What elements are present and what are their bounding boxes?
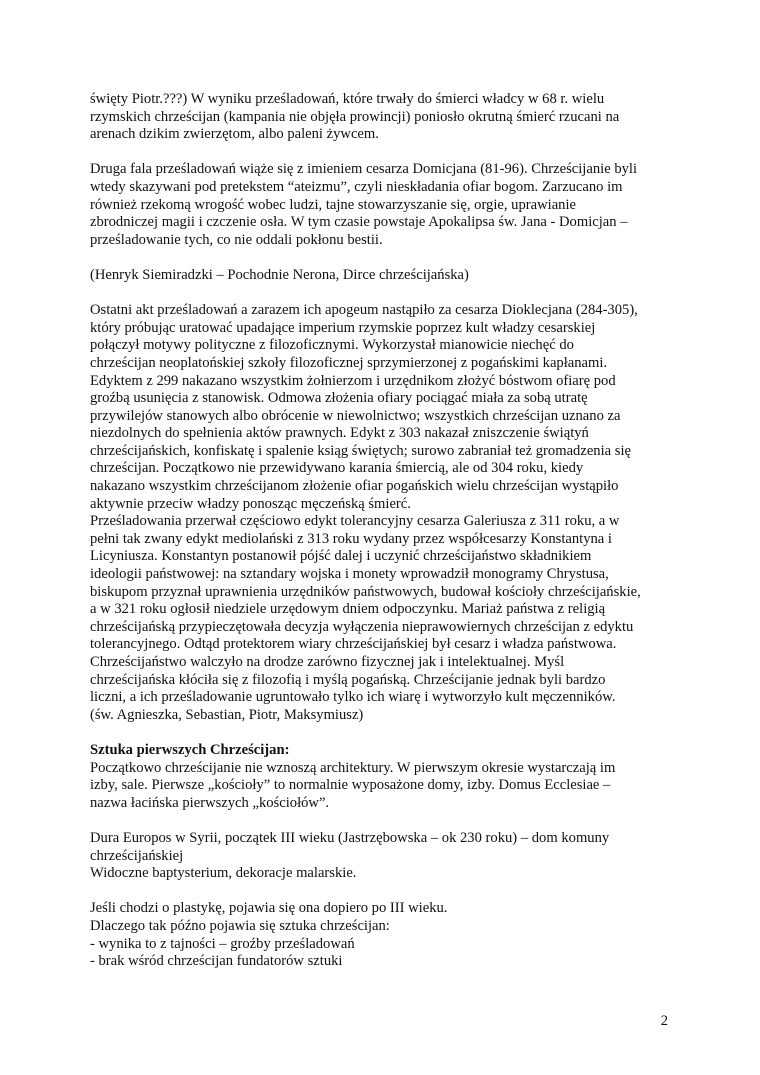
- text-line: rzymskich chrześcijan (kampania nie objęła prowincji) poniosło okrutną śmierć rzucani na: [90, 108, 620, 125]
- text-line: tolerancyjnego. Odtąd protektorem wiary chrześcijańskiej był cesarz i władza państwowa.: [90, 636, 617, 653]
- page-number: 2: [660, 1013, 668, 1029]
- paragraph-gap: [90, 144, 680, 162]
- section-art: [90, 742, 680, 812]
- text-line: Prześladowania przerwał częściowo edykt tolerancyjny cesarza Galeriusza z 311 roku, a w: [90, 513, 620, 530]
- text-line: Druga fala prześladowań wiąże się z imieniem cesarza Domicjana (81-96). Chrześcijanie byli: [90, 161, 638, 178]
- text-line: Początkowo chrześcijanie nie wznoszą architektury. W pierwszym okresie wystarczają im: [90, 759, 616, 776]
- paragraph: [90, 91, 680, 144]
- text-line: wtedy skazywani pod pretekstem “ateizmu”, czyli nieskładania ofiar bogom. Zarzucano im: [90, 178, 623, 195]
- document-page: [90, 91, 680, 971]
- text-line: (św. Agnieszka, Sebastian, Piotr, Maksymiusz): [90, 706, 364, 723]
- paragraph-gap: [90, 883, 680, 901]
- paragraph-plastic-arts: [90, 900, 680, 970]
- text-line: niezdolnych do spełnienia aktów prawnych. Edykt z 303 nakazał zniszczenie świątyń: [90, 425, 589, 442]
- text-line: liczni, a ich prześladowanie ugruntowało tylko ich wiarę i wytworzyło kult męczenników.: [90, 689, 616, 706]
- text-line: groźbą usunięcia z stanowisk. Odmowa złożenia ofiary pociągać miała za sobą utratę: [90, 390, 588, 407]
- text-line: chrześcijańskich, konfiskatę i spalenie ksiąg świętych; surowo zabraniał też gromadzenia się: [90, 442, 631, 459]
- text-line: nakazano wszystkim chrześcijanom złożenie ofiar pogańskich wielu chrześcijan wystąpiło: [90, 478, 619, 495]
- paragraph: [90, 302, 680, 724]
- text-line: Edyktem z 299 nakazano wszystkim żołnierzom i urzędnikom złożyć bóstwom ofiarę pod: [90, 372, 616, 389]
- text-line: nazwa łacińska pierwszych „kościołów”.: [90, 794, 330, 811]
- paragraph-gap: [90, 249, 680, 267]
- text-line: święty Piotr.???) W wyniku prześladowań, które trwały do śmierci władcy w 68 r. wielu: [90, 91, 605, 107]
- paragraph-dura-europos: [90, 830, 680, 883]
- paragraph: [90, 267, 680, 285]
- text-line: chrześcijan neoplatońskiej szkoły filozoficznej sprzymierzonej z pogańskimi kapłanami.: [90, 354, 608, 371]
- text-line: (Henryk Siemiradzki – Pochodnie Nerona, Dirce chrześcijańska): [90, 266, 469, 283]
- text-line: a w 321 roku ogłosił niedziele urzędowym dniem odpoczynku. Mariaż państwa z religią: [90, 601, 606, 618]
- text-line: ideologii państwowej: na sztandary wojska i monety wprowadził monogramy Chrystusa,: [90, 566, 609, 583]
- text-line: izby, sale. Pierwsze „kościoły” to normalnie wyposażone domy, izby. Domus Ecclesiae –: [90, 777, 611, 794]
- text-line: Dura Europos w Syrii, początek III wieku (Jastrzębowska – ok 230 roku) – dom komuny: [90, 829, 610, 846]
- text-line: arenach dzikim zwierzętom, albo paleni żywcem.: [90, 126, 379, 143]
- text-line: prześladowanie tych, co nie oddali pokłonu bestii.: [90, 231, 383, 248]
- text-line: który próbując uratować upadające imperium rzymskie poprzez kult władzy cesarskiej: [90, 319, 596, 336]
- list-item: - brak wśród chrześcijan fundatorów sztuki: [90, 953, 343, 970]
- text-line: połączył motywy polityczne z filozoficznymi. Wykorzystał mianowicie niechęć do: [90, 337, 574, 354]
- text-line: Jeśli chodzi o plastykę, pojawia się ona dopiero po III wieku.: [90, 900, 448, 917]
- text-line: pełni tak zwany edykt mediolański z 313 roku wydany przez współcesarzy Konstantyna i: [90, 530, 612, 547]
- text-line: chrześcijan. Początkowo nie przewidywano karania śmiercią, ale od 304 roku, kiedy: [90, 460, 584, 477]
- text-line: również rzekomą wrogość wobec ludzi, tajne stowarzyszanie się, orgie, uprawianie: [90, 196, 577, 213]
- text-line: chrześcijańska kłóciła się z filozofią i myślą pogańską. Chrześcijanie jednak byli bardzo: [90, 671, 606, 688]
- text-line: Widoczne baptysterium, dekoracje malarskie.: [90, 865, 357, 882]
- paragraph-gap: [90, 724, 680, 742]
- text-line: Dlaczego tak późno pojawia się sztuka chrześcijan:: [90, 917, 390, 934]
- paragraph-gap: [90, 285, 680, 303]
- text-line: chrześcijańskiej: [90, 847, 184, 864]
- list-item: - wynika to z tajności – groźby prześladowań: [90, 935, 355, 952]
- text-line: biskupom przyznał uprawnienia urzędników państwowych, budował kościoły chrześcijańskie,: [90, 583, 641, 600]
- text-line: przywilejów stanowych albo obrócenie w niewolnictwo; wszystkich chrześcijan uznano za: [90, 407, 621, 424]
- text-line: Ostatni akt prześladowań a zarazem ich apogeum nastąpiło za cesarza Dioklecjana (284-305),: [90, 302, 638, 319]
- text-line: zbrodniczej magii i czczenie osła. W tym czasie powstaje Apokalipsa św. Jana - Domicjan –: [90, 214, 628, 231]
- section-heading: Sztuka pierwszych Chrześcijan:: [90, 741, 290, 758]
- paragraph-gap: [90, 812, 680, 830]
- text-line: Chrześcijaństwo walczyło na drodze zarówno fizycznej jak i intelektualnej. Myśl: [90, 654, 565, 670]
- text-line: chrześcijańską przypieczętowała decyzja wyłączenia nieprawowiernych chrześcijan z edyktu: [90, 618, 634, 635]
- text-line: Licyniusza. Konstantyn postanowił pójść dalej i uczynić chrześcijaństwo składnikiem: [90, 548, 592, 565]
- text-line: aktywnie przeciw władzy ponosząc męczeńską śmierć.: [90, 495, 411, 512]
- paragraph: [90, 161, 680, 249]
